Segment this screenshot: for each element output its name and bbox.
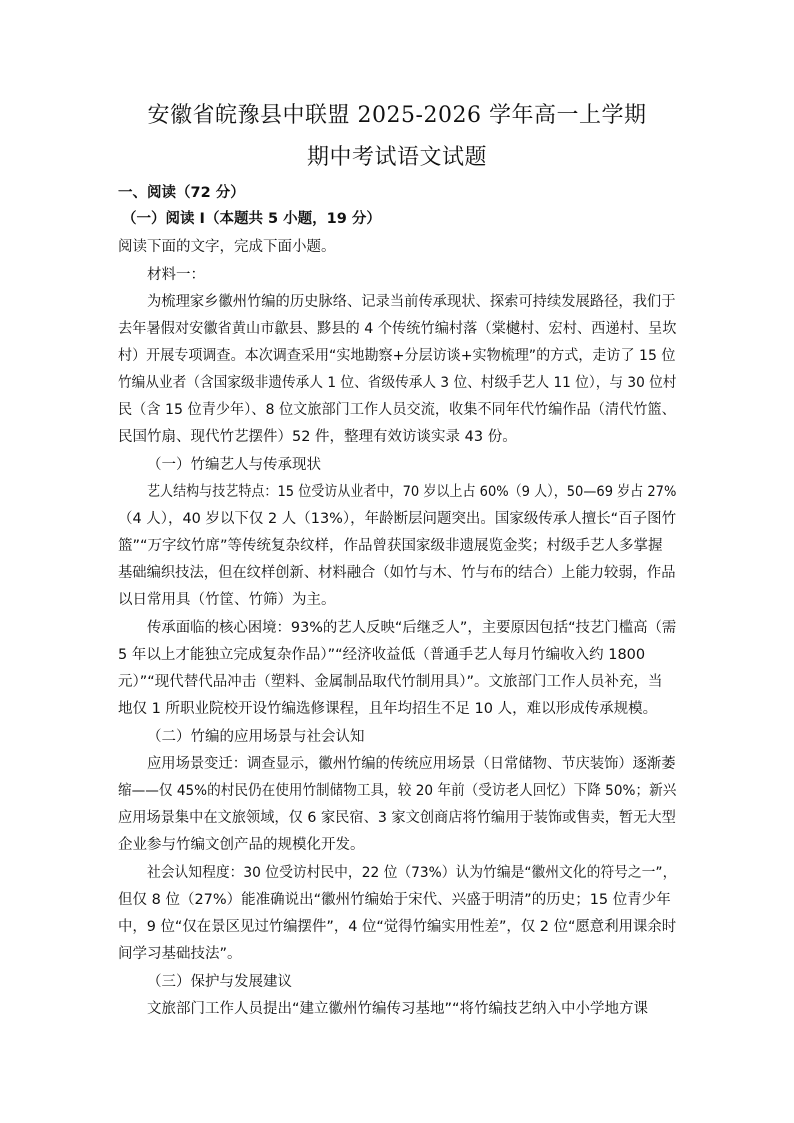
material-label: 材料一：: [147, 267, 205, 283]
paragraph-line: 企业参与竹编文创产品的规模化开发。: [118, 837, 365, 853]
paragraph-line: 村）开展专项调查。本次调查采用“实地勘察+分层访谈+实物梳理”的方式，走访了 15 位: [118, 348, 676, 364]
paragraph-line: 去年暑假对安徽省黄山市歙县、黟县的 4 个传统竹编村落（棠樾村、宏村、西递村、呈坎: [118, 321, 677, 337]
paragraph-line: （4 人），40 岁以下仅 2 人（13%），年龄断层问题突出。国家级传承人擅长“百子图竹: [118, 511, 677, 527]
paragraph-line: 社会认知程度：30 位受访村民中，22 位（73%）认为竹编是“徽州文化的符号之一”，: [147, 865, 677, 881]
paragraph-line: 中，9 位“仅在景区见过竹编摆件”，4 位“觉得竹编实用性差”，仅 2 位“愿意利用课余时: [118, 919, 677, 935]
paragraph-line: 间学习基础技法”。: [118, 946, 242, 962]
paragraph-line: 但仅 8 位（27%）能准确说出“徽州竹编始于宋代、兴盛于明清”的历史；15 位青少年: [118, 892, 671, 908]
subheading: （二）竹编的应用场景与社会认知: [147, 729, 365, 745]
paragraph-line: 缩——仅 45%的村民仍在使用竹制储物工具，较 20 年前（受访老人回忆）下降 50%；新兴: [118, 783, 677, 799]
exam-title-line2: 期中考试语文试题: [306, 145, 487, 170]
paragraph-line: 艺人结构与技艺特点：15 位受访从业者中，70 岁以上占 60%（9 人），50—69 岁占 27%: [147, 484, 677, 500]
instruction-text: 阅读下面的文字，完成下面小题。: [118, 239, 336, 255]
exam-title-line1: 安徽省皖豫县中联盟 2025-2026 学年高一上学期: [147, 103, 647, 128]
section-heading: 一、阅读（72 分）: [118, 185, 245, 201]
paragraph-line: 传承面临的核心困境：93%的艺人反映“后继乏人”，主要原因包括“技艺门槛高（需: [147, 620, 677, 636]
paragraph-line: 基础编织技法，但在纹样创新、材料融合（如竹与木、竹与布的结合）上能力较弱，作品: [118, 565, 676, 581]
paragraph-line: 竹编从业者（含国家级非遗传承人 1 位、省级传承人 3 位、村级手艺人 11 位），与 30 位村: [118, 375, 677, 391]
paragraph-line: 文旅部门工作人员提出“建立徽州竹编传习基地”“将竹编技艺纳入中小学地方课: [147, 1001, 649, 1017]
paragraph-line: 应用场景集中在文旅领域，仅 6 家民宿、3 家文创商店将竹编用于装饰或售卖，暂无大型: [118, 810, 676, 826]
paragraph-line: 以日常用具（竹筐、竹筛）为主。: [118, 592, 336, 608]
paragraph-line: 5 年以上才能独立完成复杂作品）”“经济收益低（普通手艺人每月竹编收入约 1800: [118, 647, 646, 663]
paragraph-line: 地仅 1 所职业院校开设竹编选修课程，且年均招生不足 10 人，难以形成传承规模。: [118, 701, 658, 717]
subheading: （三）保护与发展建议: [147, 974, 292, 990]
subsection-heading: （一）阅读 I（本题共 5 小题，19 分）: [122, 211, 381, 227]
paragraph-line: 元）”“现代替代品冲击（塑料、金属制品取代竹制用具）”。文旅部门工作人员补充，当: [118, 674, 663, 690]
paragraph-line: 为梳理家乡徽州竹编的历史脉络、记录当前传承现状、探索可持续发展路径，我们于: [147, 294, 676, 310]
paragraph-line: 民（含 15 位青少年）、8 位文旅部门工作人员交流，收集不同年代竹编作品（清代竹篮、: [118, 402, 676, 418]
paragraph-line: 民国竹扇、现代竹艺摆件）52 件，整理有效访谈实录 43 份。: [118, 429, 517, 445]
paragraph-line: 应用场景变迁：调查显示，徽州竹编的传统应用场景（日常储物、节庆装饰）逐渐萎: [147, 756, 676, 772]
subheading: （一）竹编艺人与传承现状: [147, 457, 321, 473]
paragraph-line: 篮”“万字纹竹席”等传统复杂纹样，作品曾获国家级非遗展览金奖；村级手艺人多掌握: [118, 538, 663, 554]
